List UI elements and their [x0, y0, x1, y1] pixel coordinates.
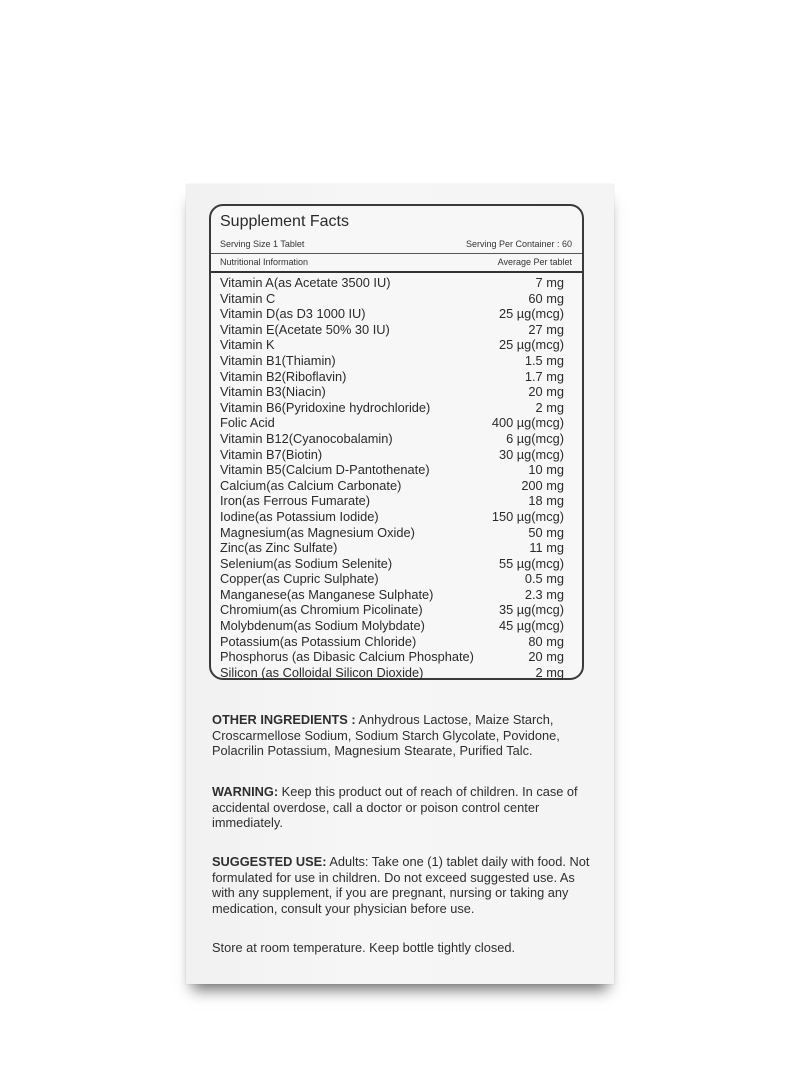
nutrient-row	[220, 618, 564, 634]
nutrient-name: Chromium(as Chromium Picolinate)	[220, 602, 423, 618]
nutrient-name: Molybdenum(as Sodium Molybdate)	[220, 618, 425, 634]
divider	[211, 253, 582, 254]
nutrient-name: Vitamin D(as D3 1000 IU)	[220, 306, 366, 322]
nutrient-row	[220, 369, 564, 385]
warning	[212, 784, 590, 831]
nutrient-row	[220, 525, 564, 541]
nutrient-row	[220, 540, 564, 556]
nutrient-name: Silicon (as Colloidal Silicon Dioxide)	[220, 664, 424, 680]
nutrient-amount: 150 µg(mcg)	[491, 508, 564, 524]
nutrient-amount: 80 mg	[528, 633, 564, 649]
supplement-facts-panel	[209, 204, 584, 680]
nutrient-name: Vitamin B2(Riboflavin)	[220, 368, 347, 384]
nutrient-amount: 1.5 mg	[524, 352, 564, 368]
nutrient-amount: 20 mg	[528, 384, 564, 400]
nutrient-amount: 27 mg	[528, 321, 564, 337]
nutrient-amount: 25 µg(mcg)	[499, 337, 564, 353]
nutrient-amount: 6 µg(mcg)	[506, 430, 564, 446]
nutrient-row	[220, 649, 564, 665]
nutrient-row	[220, 556, 564, 572]
nutrient-row	[220, 509, 564, 525]
nutrient-name: Vitamin E(Acetate 50% 30 IU)	[220, 321, 390, 337]
nutrient-amount: 60 mg	[528, 290, 564, 306]
nutrient-amount: 20 mg	[528, 649, 564, 665]
nutrient-row	[220, 353, 564, 369]
nutrient-amount: 2 mg	[535, 664, 564, 680]
nutrient-row	[220, 431, 564, 447]
nutrient-row	[220, 478, 564, 494]
nutrient-name: Magnesium(as Magnesium Oxide)	[220, 524, 415, 540]
nutrient-name: Vitamin B3(Niacin)	[220, 384, 326, 400]
nutrient-name: Zinc(as Zinc Sulfate)	[220, 540, 338, 556]
nutrient-amount: 0.5 mg	[524, 571, 564, 587]
serving-info	[220, 239, 572, 249]
nutrient-amount: 50 mg	[528, 524, 564, 540]
nutrient-amount: 1.7 mg	[524, 368, 564, 384]
other-ingredients-text: Anhydrous Lactose, Maize Starch, Croscarmellose Sodium, Sodium Starch Glycolate, Povidone, Polacrilin Potassium, Magnesium Stearate, Purified Talc.	[212, 712, 560, 758]
nutrient-row	[220, 291, 564, 307]
nutrient-amount: 35 µg(mcg)	[499, 602, 564, 618]
nutrient-row	[220, 447, 564, 463]
nutrient-name: Vitamin A(as Acetate 3500 IU)	[220, 275, 391, 290]
nutrient-amount: 45 µg(mcg)	[499, 618, 564, 634]
nutrient-name: Calcium(as Calcium Carbonate)	[220, 477, 402, 493]
suggested-use-label: SUGGESTED USE:	[212, 854, 327, 869]
nutrient-row	[220, 415, 564, 431]
column-header-nutrient: Nutritional Information	[220, 257, 309, 267]
nutrient-amount: 10 mg	[528, 462, 564, 478]
warning-text: Keep this product out of reach of children. In case of accidental overdose, call a doctor or poison control center immediately.	[212, 784, 578, 830]
divider	[211, 271, 582, 273]
nutrient-row	[220, 587, 564, 603]
nutrient-row	[220, 462, 564, 478]
nutrient-row	[220, 493, 564, 509]
nutrient-amount: 55 µg(mcg)	[499, 555, 564, 571]
nutrient-name: Vitamin K	[220, 337, 275, 353]
nutrient-amount: 400 µg(mcg)	[491, 415, 564, 431]
nutrient-amount: 18 mg	[528, 493, 564, 509]
nutrient-name: Iron(as Ferrous Fumarate)	[220, 493, 371, 509]
nutrient-row	[220, 322, 564, 338]
nutrient-name: Vitamin B5(Calcium D-Pantothenate)	[220, 462, 430, 478]
storage-instructions: Store at room temperature. Keep bottle tightly closed.	[212, 940, 516, 955]
nutrient-name: Vitamin B7(Biotin)	[220, 446, 323, 462]
serving-size: Serving Size 1 Tablet	[220, 239, 305, 249]
nutrient-row	[220, 275, 564, 291]
nutrient-amount: 11 mg	[529, 540, 564, 556]
nutrient-name: Vitamin B1(Thiamin)	[220, 352, 336, 368]
warning-label: WARNING:	[212, 784, 279, 799]
nutrient-row	[220, 306, 564, 322]
column-header-amount: Average Per tablet	[497, 257, 572, 267]
nutrient-amount: 200 mg	[521, 477, 564, 493]
nutrient-row	[220, 337, 564, 353]
nutrient-row	[220, 602, 564, 618]
nutrient-amount: 30 µg(mcg)	[499, 446, 564, 462]
nutrient-list	[220, 275, 564, 680]
suggested-use-text: Adults: Take one (1) tablet daily with food. Not formulated for use in children. Do not exceed suggested use. As with any supplement, if you are pregnant, nursing or taking any medication, consult your physician before use.	[212, 854, 590, 916]
suggested-use	[212, 854, 590, 916]
nutrient-name: Manganese(as Manganese Sulphate)	[220, 586, 434, 602]
product-box-back	[186, 184, 614, 984]
nutrient-name: Phosphorus (as Dibasic Calcium Phosphate)	[220, 649, 474, 665]
nutrient-name: Vitamin C	[220, 290, 276, 306]
nutrient-amount: 7 mg	[535, 275, 564, 290]
nutrient-name: Copper(as Cupric Sulphate)	[220, 571, 379, 587]
nutrient-name: Iodine(as Potassium Iodide)	[220, 508, 379, 524]
nutrient-row	[220, 634, 564, 650]
nutrient-row	[220, 571, 564, 587]
supplement-facts-title: Supplement Facts	[220, 213, 349, 230]
nutrient-row	[220, 665, 564, 681]
nutrient-name: Vitamin B6(Pyridoxine hydrochloride)	[220, 399, 431, 415]
nutrient-name: Folic Acid	[220, 415, 275, 431]
other-ingredients	[212, 712, 590, 759]
column-headers	[220, 257, 572, 267]
nutrient-name: Vitamin B12(Cyanocobalamin)	[220, 430, 393, 446]
nutrient-name: Potassium(as Potassium Chloride)	[220, 633, 417, 649]
nutrient-row	[220, 400, 564, 416]
servings-per-container: Serving Per Container : 60	[465, 239, 572, 249]
nutrient-row	[220, 384, 564, 400]
nutrient-name: Selenium(as Sodium Selenite)	[220, 555, 393, 571]
nutrient-amount: 2.3 mg	[524, 586, 564, 602]
nutrient-amount: 2 mg	[535, 399, 564, 415]
other-ingredients-label: OTHER INGREDIENTS :	[212, 712, 356, 727]
nutrient-amount: 25 µg(mcg)	[499, 306, 564, 322]
